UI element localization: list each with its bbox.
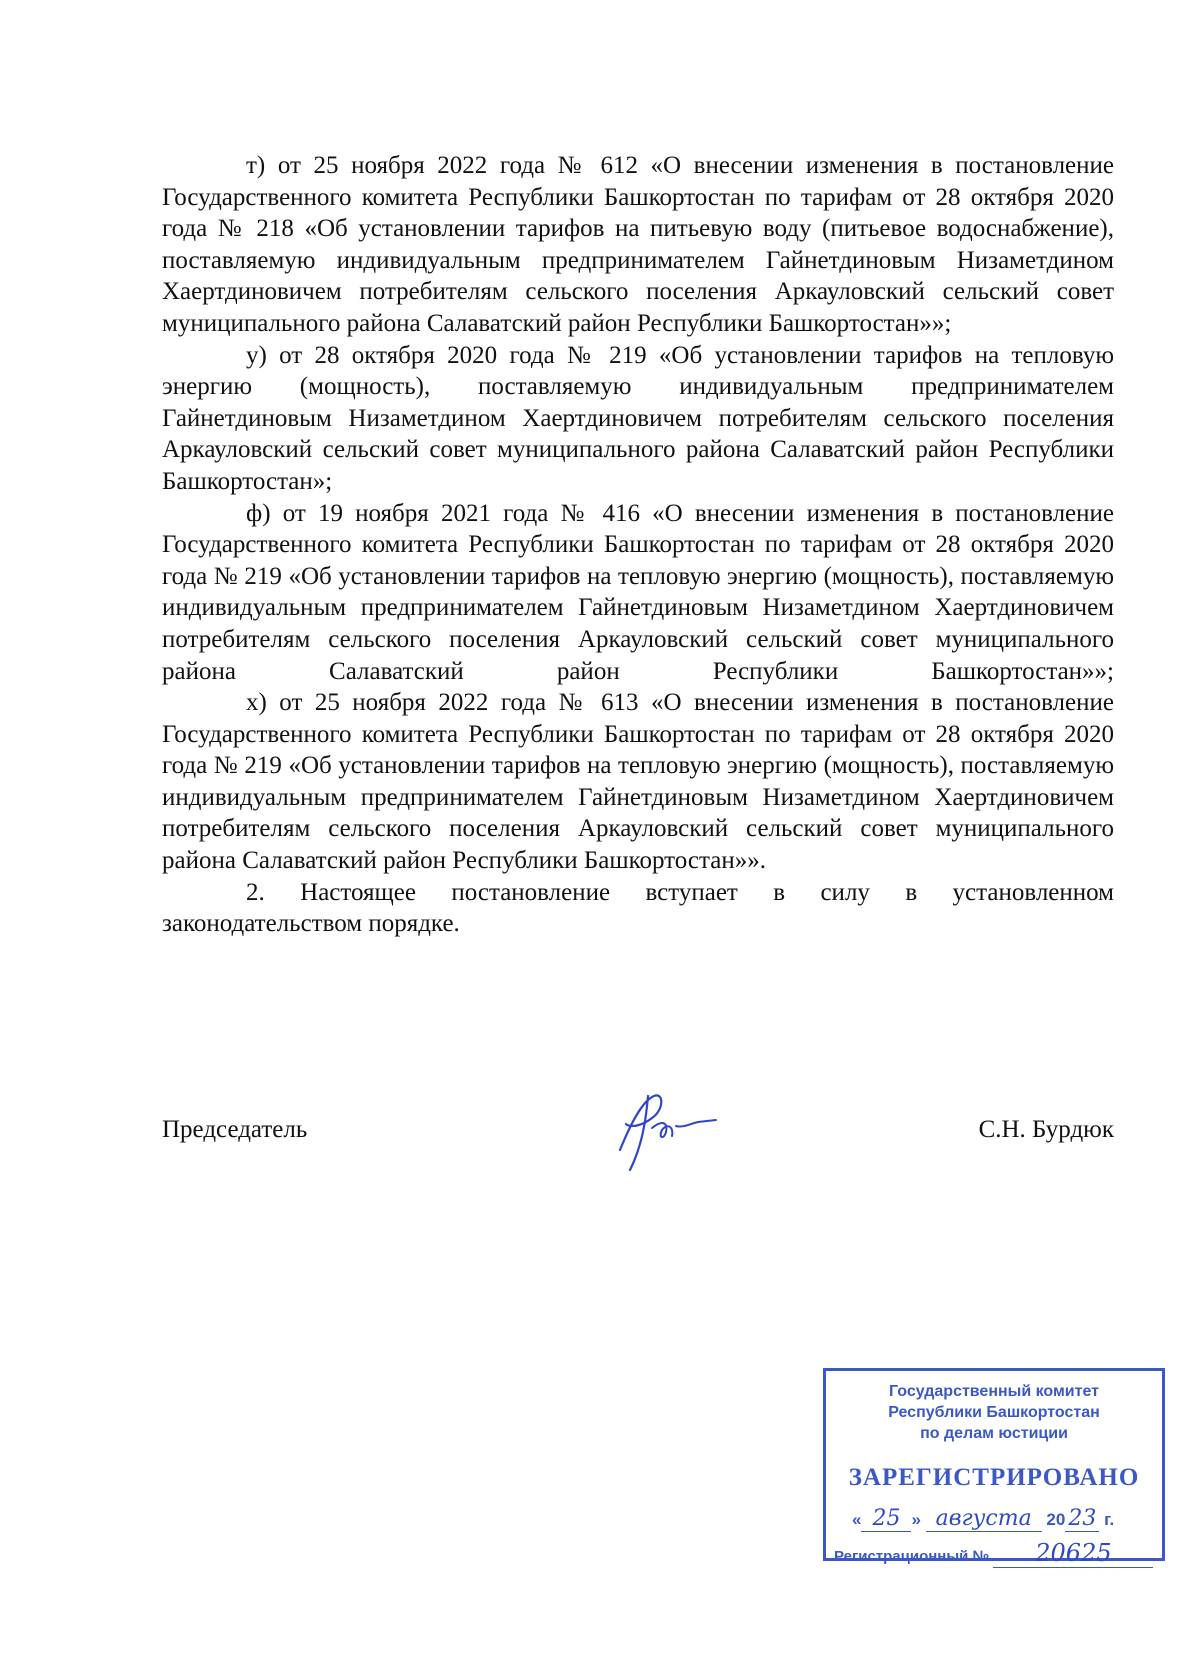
stamp-org-line: по делам юстиции — [920, 1425, 1068, 1442]
stamp-date-year: 23 — [1065, 1506, 1099, 1532]
stamp-date-century: 20 — [1046, 1510, 1066, 1529]
signer-role: Председатель — [162, 1116, 308, 1143]
paragraph-kh: х) от 25 ноября 2022 года № 613 «О внесении изменения в постановление Государственного комитета Республики Башкортостан по тарифам от 28 октября 2020 года № 219 «Об установлении тарифов на тепловую энергию (мощность), поставляемую индивидуальным предпринимателем Гайнетдиновым Низаметдином Хаертдиновичем потребителям сельского поселения Аркауловский сельский совет муниципального района Салаватский район Республики Башкортостан»». — [162, 689, 1114, 875]
stamp-date-day: 25 — [861, 1506, 911, 1532]
stamp-date-open-quote: « — [852, 1510, 862, 1529]
document-body — [162, 150, 1114, 940]
stamp-org-line: Республики Башкортостан — [888, 1404, 1100, 1421]
paragraph-u: у) от 28 октября 2020 года № 219 «Об установлении тарифов на тепловую энергию (мощность), поставляемую индивидуальным предпринимателем Гайнетдиновым Низаметдином Хаертдиновичем потребителям сельского поселения Аркауловский сельский совет муниципального района Салаватский район Республики Башкортостан»; — [162, 341, 1114, 495]
stamp-reg-number: 20625 — [993, 1539, 1153, 1568]
stamp-date-suffix: г. — [1104, 1510, 1115, 1529]
signature-block — [162, 1116, 1114, 1156]
paragraph-f: ф) от 19 ноября 2021 года № 416 «О внесении изменения в постановление Государственного комитета Республики Башкортостан по тарифам от 28 октября 2020 года № 219 «Об установлении тарифов на тепловую энергию (мощность), поставляемую индивидуальным предпринимателем Гайнетдиновым Низаметдином Хаертдиновичем потребителям сельского поселения Аркауловский сельский совет муниципального района Салаватский район Республики Башкортостан»»; — [162, 499, 1114, 685]
stamp-organization — [826, 1381, 1162, 1444]
handwritten-signature — [612, 1080, 722, 1176]
stamp-date-month: августа — [926, 1506, 1042, 1532]
stamp-registration-number — [834, 1539, 1153, 1568]
registration-stamp — [823, 1368, 1165, 1567]
stamp-reg-label: Регистрационный № — [834, 1548, 990, 1565]
stamp-date-close-quote: » — [911, 1510, 921, 1529]
paragraph-effective: 2. Настоящее постановление вступает в силу в установленном законодательством порядке. — [162, 878, 1114, 938]
signer-name: С.Н. Бурдюк — [978, 1116, 1114, 1143]
paragraph-t: т) от 25 ноября 2022 года № 612 «О внесении изменения в постановление Государственного комитета Республики Башкортостан по тарифам от 28 октября 2020 года № 218 «Об установлении тарифов на питьевую воду (питьевое водоснабжение), поставляемую индивидуальным предпринимателем Гайнетдиновым Низаметдином Хаертдиновичем потребителям сельского поселения Аркауловский сельский совет муниципального района Салаватский район Республики Башкортостан»»; — [162, 152, 1114, 337]
stamp-date — [852, 1506, 1114, 1532]
stamp-registered-label: ЗАРЕГИСТРИРОВАНО — [848, 1464, 1140, 1491]
stamp-org-line: Государственный комитет — [889, 1383, 1099, 1400]
